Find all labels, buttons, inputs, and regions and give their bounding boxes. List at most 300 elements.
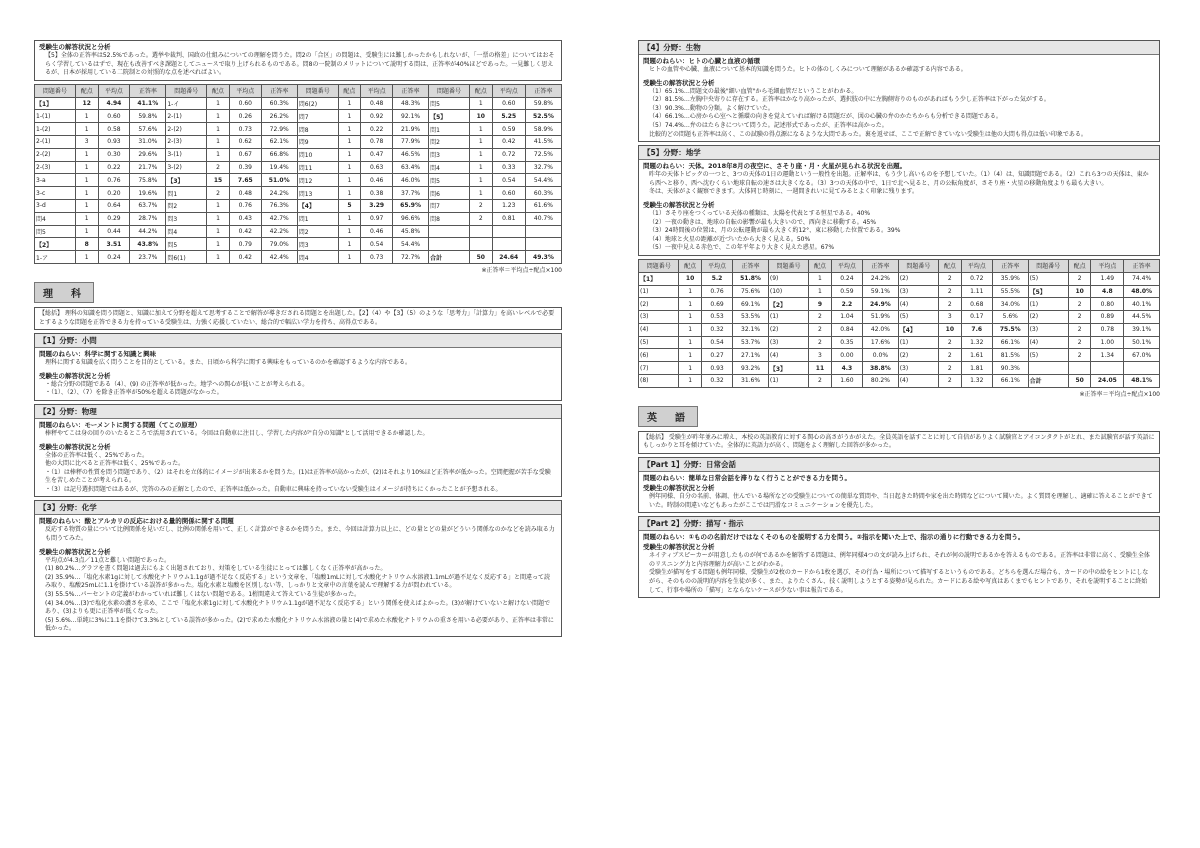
social-table-cell: 21.7% bbox=[130, 161, 166, 174]
science-table-cell: 17.6% bbox=[863, 336, 899, 349]
science-table-cell: 1 bbox=[679, 362, 701, 375]
social-table-cell: 51.0% bbox=[261, 174, 297, 187]
social-table-cell: 問4 bbox=[297, 251, 338, 264]
science-table-cell: 【4】 bbox=[898, 323, 938, 336]
science-table-cell: (1) bbox=[768, 311, 808, 324]
social-table-cell: 1-(2) bbox=[35, 123, 76, 136]
science-table-cell: 75.5% bbox=[992, 323, 1028, 336]
science-table-cell: (3) bbox=[639, 311, 679, 324]
science-part2-heading: 【2】分野：物理 bbox=[35, 405, 561, 419]
science-table-cell: 0.32 bbox=[701, 375, 732, 388]
science-table-cell: 59.1% bbox=[863, 285, 899, 298]
social-table-header-row bbox=[35, 84, 562, 97]
science-section-title: 理 科 bbox=[34, 282, 94, 303]
social-table-cell: 1 bbox=[75, 148, 98, 161]
social-table-cell: 52.5% bbox=[525, 110, 561, 123]
social-table-cell bbox=[492, 238, 525, 251]
social-table-cell: 66.8% bbox=[261, 148, 297, 161]
science-table-header-cell: 平均点 bbox=[701, 259, 732, 272]
social-table-cell: 問8 bbox=[429, 212, 470, 225]
science-table-cell: 0.89 bbox=[1091, 311, 1124, 324]
science-table-cell: 0.84 bbox=[831, 323, 862, 336]
social-table-cell: 問12 bbox=[297, 174, 338, 187]
social-table-cell: 2 bbox=[469, 212, 492, 225]
social-table-cell: 問2 bbox=[297, 225, 338, 238]
science-table-cell: 48.0% bbox=[1124, 285, 1160, 298]
science-table-cell: (1) bbox=[768, 375, 808, 388]
social-analysis-subheading: 受験生の解答状況と分析 bbox=[39, 43, 111, 51]
social-table-cell: 1-(1) bbox=[35, 110, 76, 123]
social-table-cell: 42.4% bbox=[261, 251, 297, 264]
social-table-cell: 21.9% bbox=[393, 123, 429, 136]
science-table-cell: 24.2% bbox=[863, 272, 899, 285]
science-table-cell: 75.6% bbox=[733, 285, 769, 298]
social-table-cell: 41.1% bbox=[130, 97, 166, 110]
science-table-cell: 0.59 bbox=[831, 285, 862, 298]
science-table-cell: 1 bbox=[679, 336, 701, 349]
social-table-cell: 42.7% bbox=[261, 212, 297, 225]
social-table-cell: 46.5% bbox=[393, 148, 429, 161]
social-table-cell: 2-(3) bbox=[166, 135, 207, 148]
social-table-cell: 45.8% bbox=[393, 225, 429, 238]
social-table-cell: 54.4% bbox=[525, 174, 561, 187]
social-table-cell: 48.3% bbox=[393, 97, 429, 110]
science-table-cell: (3) bbox=[768, 336, 808, 349]
social-table-row bbox=[35, 174, 562, 187]
science-table-cell: 1.00 bbox=[1091, 336, 1124, 349]
science-table-cell: 34.0% bbox=[992, 298, 1028, 311]
science-table-cell: 51.8% bbox=[733, 272, 769, 285]
science-table-cell: (2) bbox=[898, 349, 938, 362]
science-table-cell: 【1】 bbox=[639, 272, 679, 285]
social-table-cell: 1 bbox=[75, 199, 98, 212]
social-table-cell: 問10 bbox=[297, 148, 338, 161]
english-part1-status: 例年同様、自分の名前、体調、住んでいる場所などの受験生についての簡単な質問や、当日起きた時間や家を出た時間などについて聞いた。よく質問を理解し、適確に答えることができていた。時制の間違いなどもあったがここでは円滑なコミュニケーションを優先した。 bbox=[649, 493, 1153, 509]
science-table-cell: 5.2 bbox=[701, 272, 732, 285]
social-table-cell: 問4 bbox=[166, 225, 207, 238]
social-table-cell: 問8 bbox=[297, 123, 338, 136]
science-table-cell: 2 bbox=[939, 272, 961, 285]
science-table-cell: 2 bbox=[809, 311, 831, 324]
science-table-cell: 11 bbox=[809, 362, 831, 375]
science-table-note: ※正答率＝平均点÷配点×100 bbox=[1079, 390, 1160, 398]
social-table-cell: 0.78 bbox=[361, 135, 393, 148]
social-table-cell: 1 bbox=[207, 123, 230, 136]
science-table-cell: 67.0% bbox=[1124, 349, 1160, 362]
social-table-row bbox=[35, 135, 562, 148]
biology-aim-label: 問題のねらい：ヒトの心臓と血液の循環 bbox=[643, 57, 760, 65]
social-table-cell: 1 bbox=[207, 135, 230, 148]
social-table-cell: 0.62 bbox=[229, 135, 261, 148]
biology-status-label: 受験生の解答状況と分析 bbox=[643, 78, 715, 87]
social-table-cell: 1 bbox=[338, 212, 361, 225]
left-column bbox=[34, 40, 562, 640]
science-table-cell: 0.17 bbox=[961, 311, 992, 324]
science-table-cell: 0.00 bbox=[831, 349, 862, 362]
social-table-cell bbox=[469, 238, 492, 251]
social-table-cell bbox=[429, 225, 470, 238]
social-table-cell: 24.64 bbox=[492, 251, 525, 264]
science-table-header-cell: 問題番号 bbox=[639, 259, 679, 272]
social-table-cell: 72.5% bbox=[525, 148, 561, 161]
science-table-cell: 9 bbox=[809, 298, 831, 311]
science-table-cell: 2 bbox=[939, 298, 961, 311]
social-table-note: ※正答率＝平均点÷配点×100 bbox=[481, 266, 562, 274]
social-table-cell: 1 bbox=[75, 225, 98, 238]
social-table-cell: 8 bbox=[75, 238, 98, 251]
social-table-cell bbox=[492, 225, 525, 238]
social-table-cell: 1 bbox=[469, 97, 492, 110]
social-table-cell: 【2】 bbox=[35, 238, 76, 251]
social-table-cell: 1 bbox=[338, 97, 361, 110]
social-table-cell: 0.60 bbox=[492, 187, 525, 200]
science-table-cell: 55.5% bbox=[992, 285, 1028, 298]
social-table-cell: 19.6% bbox=[130, 187, 166, 200]
science-table-cell: 80.2% bbox=[863, 375, 899, 388]
social-table-cell: 65.9% bbox=[393, 199, 429, 212]
science-table-cell: (3) bbox=[898, 285, 938, 298]
social-table-cell: 問5 bbox=[429, 97, 470, 110]
english-part2-aim-label: 問題のねらい：①ものの名前だけではなくそのものを説明する力を問う。②指示を聞いた上で、指示の通りに行動できる力を問う。 bbox=[643, 533, 1025, 542]
science-table-cell: 69.1% bbox=[733, 298, 769, 311]
science-score-table bbox=[638, 259, 1160, 388]
science-table-cell: 0.35 bbox=[831, 336, 862, 349]
social-table-cell: 問13 bbox=[297, 187, 338, 200]
social-table-cell: 44.2% bbox=[130, 225, 166, 238]
science-table-cell: (4) bbox=[898, 375, 938, 388]
english-part2-heading: 【Part 2】分野：描写・指示 bbox=[639, 517, 1159, 531]
science-table-cell: 1 bbox=[679, 375, 701, 388]
science-table-cell: 2 bbox=[809, 336, 831, 349]
social-table-cell: 問4 bbox=[35, 212, 76, 225]
social-table-cell: 3-a bbox=[35, 174, 76, 187]
social-table-cell: 5.25 bbox=[492, 110, 525, 123]
social-table-cell: 63.7% bbox=[130, 199, 166, 212]
social-table-cell: 【1】 bbox=[35, 97, 76, 110]
social-table-cell: 合計 bbox=[429, 251, 470, 264]
social-table-cell: 0.54 bbox=[361, 238, 393, 251]
science-table-cell: 【3】 bbox=[768, 362, 808, 375]
social-table-cell: 0.97 bbox=[361, 212, 393, 225]
science-table-header-cell: 正答率 bbox=[863, 259, 899, 272]
science-table-cell: 0.27 bbox=[701, 349, 732, 362]
science-part2-aim: 棒秤やてこは身の回りのいたるところで活用されている。今回は自動車に注目し、学習した内容が"自分の知識"として活用できるか確認した。 bbox=[45, 429, 429, 437]
social-table-cell: 3-(1) bbox=[166, 148, 207, 161]
science-table-cell: (1) bbox=[639, 285, 679, 298]
social-table-cell: 1 bbox=[338, 123, 361, 136]
science-table-cell: 66.1% bbox=[992, 375, 1028, 388]
science-table-row bbox=[639, 272, 1160, 285]
social-table-header-cell: 正答率 bbox=[130, 84, 166, 97]
science-table-cell: 27.1% bbox=[733, 349, 769, 362]
science-table-cell: 10 bbox=[1068, 285, 1090, 298]
social-table-cell: 1 bbox=[469, 161, 492, 174]
earth-science-aim: 昨年の天体トピックの一つと、3つの天体の1日の運動という一般性を出題。正解率は、もう少し高いものを予想していた。（1）（4）は、知識問題である。（2）これら3つの天体は、東から西へと移り、西へ沈むくらい地球自転の速さは大きくなる。（3）3つの天体の中で、1日で北へ見ると、月の公転角度が、さそり座・火星の移動角度よりも最も大きい。 冬は、天体がよく観察できます。大体同じ時刻に、一週間きれいに見てみるとよく印象に残ります。 bbox=[649, 171, 1149, 196]
social-table-header-cell: 正答率 bbox=[525, 84, 561, 97]
science-table-cell: 1.81 bbox=[961, 362, 992, 375]
science-table-cell: 0.24 bbox=[831, 272, 862, 285]
social-table-row bbox=[35, 148, 562, 161]
social-table-row bbox=[35, 187, 562, 200]
science-table-row bbox=[639, 375, 1160, 388]
social-table-cell: 0.60 bbox=[492, 97, 525, 110]
social-table-cell: 1 bbox=[75, 187, 98, 200]
science-table-cell: 1.60 bbox=[831, 375, 862, 388]
social-table-cell: 1 bbox=[338, 187, 361, 200]
social-table-cell: 問11 bbox=[297, 161, 338, 174]
english-part2-status-label: 受験生の解答状況と分析 bbox=[643, 543, 715, 552]
social-table-cell: 92.1% bbox=[393, 110, 429, 123]
social-table-cell: 7.65 bbox=[229, 174, 261, 187]
science-part2-status-label: 受験生の解答状況と分析 bbox=[39, 442, 111, 451]
social-table-cell: 問7 bbox=[429, 199, 470, 212]
social-table-header-cell: 配点 bbox=[469, 84, 492, 97]
science-table-cell: 2 bbox=[939, 336, 961, 349]
right-column bbox=[638, 40, 1160, 601]
science-summary: 【総括】 理科の知識を問う問題と、知識に加えて分野を超えて思考することで解答が導きだされる問題とを出題した。【2】（4）や【3】（5）のような「思考力」「計算力」を高いレベルで必要とするような問題を正答できる力を持っている受験生は、力強く応援していたい、総合的で幅広い学力を持ち、高得点である。 bbox=[34, 307, 562, 330]
social-table-row bbox=[35, 238, 562, 251]
social-table-cell: 0.81 bbox=[492, 212, 525, 225]
social-table-cell: 0.73 bbox=[229, 123, 261, 136]
social-table-cell: 12 bbox=[75, 97, 98, 110]
social-table-cell: 問1 bbox=[297, 212, 338, 225]
science-table-cell: 1 bbox=[809, 285, 831, 298]
social-table-cell: 問3 bbox=[166, 212, 207, 225]
science-table-cell: 53.5% bbox=[733, 311, 769, 324]
social-table-cell: 43.8% bbox=[130, 238, 166, 251]
social-table-cell: 0.73 bbox=[361, 251, 393, 264]
social-table-cell: 1 bbox=[75, 212, 98, 225]
social-table-cell: 3 bbox=[75, 135, 98, 148]
social-table-cell: 問2 bbox=[429, 135, 470, 148]
science-table-cell: (10) bbox=[768, 285, 808, 298]
social-table-cell: 76.3% bbox=[261, 199, 297, 212]
science-table-header-cell: 配点 bbox=[679, 259, 701, 272]
science-table-cell: 0.72 bbox=[961, 272, 992, 285]
science-table-cell: (5) bbox=[1028, 272, 1068, 285]
social-table-row bbox=[35, 123, 562, 136]
social-table-cell: 1 bbox=[207, 110, 230, 123]
science-table-cell: 【5】 bbox=[1028, 285, 1068, 298]
social-table-header-cell: 問題番号 bbox=[166, 84, 207, 97]
science-table-cell: 2 bbox=[809, 375, 831, 388]
science-table-cell: 2 bbox=[939, 285, 961, 298]
social-table-cell: 1 bbox=[338, 135, 361, 148]
social-table-cell: 0.64 bbox=[98, 199, 130, 212]
social-table-header-cell: 問題番号 bbox=[429, 84, 470, 97]
social-table-cell: 1.23 bbox=[492, 199, 525, 212]
science-table-cell: (5) bbox=[639, 336, 679, 349]
science-table-cell: (2) bbox=[639, 298, 679, 311]
social-table-cell: 0.39 bbox=[229, 161, 261, 174]
social-table-cell: 29.6% bbox=[130, 148, 166, 161]
earth-science-aim-label: 問題のねらい：天体。2018年8月の夜空に、さそり座・月・火星が見られる状況を出題。 bbox=[643, 162, 907, 171]
social-table-cell: 1 bbox=[338, 110, 361, 123]
social-table-cell: 3-(2) bbox=[166, 161, 207, 174]
social-table-header-cell: 配点 bbox=[207, 84, 230, 97]
social-table-header-cell: 平均点 bbox=[492, 84, 525, 97]
social-table-header-cell: 平均点 bbox=[229, 84, 261, 97]
science-table-cell: 74.4% bbox=[1124, 272, 1160, 285]
social-table-cell bbox=[469, 225, 492, 238]
social-table-row bbox=[35, 161, 562, 174]
social-table-cell: 0.92 bbox=[361, 110, 393, 123]
social-table-cell: 【3】 bbox=[166, 174, 207, 187]
english-part2-status: ネイティブスピーカーが用意したものが何であるかを解答する問題は、例年同様4つの文が読み上げられ、それが何の説明であるかを答えるものである。正答率は非常に高く、受験生全体のリスニング力と内容理解力が高いことがわかる。 受験生が描写をする問題も例年同様、受験生が2枚のカードから1枚を選び、その行為・場所について描写するというものである。どちらを選んだ場合も、カードの中の絵をヒントにしながら、そのものの説明的内容を生徒が多く、また、よりたくさん、技く説明しようとする姿勢が見られた。カードにある絵や写真はあくまでもヒントであり、それを説明することに終始して、行事や場所の「描写」とならないケースが少ない事は報告である。 bbox=[649, 552, 1150, 594]
social-table-cell bbox=[429, 238, 470, 251]
science-table-cell: 50.1% bbox=[1124, 336, 1160, 349]
science-table-cell: 1.11 bbox=[961, 285, 992, 298]
social-table-cell: 0.59 bbox=[492, 123, 525, 136]
social-table-cell: 72.9% bbox=[261, 123, 297, 136]
social-table-row bbox=[35, 110, 562, 123]
science-table-cell: 【2】 bbox=[768, 298, 808, 311]
social-table-cell: 1 bbox=[338, 238, 361, 251]
social-table-cell: 60.3% bbox=[261, 97, 297, 110]
social-score-table bbox=[34, 84, 562, 264]
social-table-cell: 1 bbox=[469, 123, 492, 136]
science-table-row bbox=[639, 298, 1160, 311]
social-table-cell: 0.42 bbox=[492, 135, 525, 148]
social-table-cell: 1 bbox=[207, 212, 230, 225]
social-table-cell bbox=[525, 225, 561, 238]
social-table-cell: 3.51 bbox=[98, 238, 130, 251]
social-table-cell: 1 bbox=[207, 148, 230, 161]
science-table-cell: 44.5% bbox=[1124, 311, 1160, 324]
science-table-cell: (8) bbox=[639, 375, 679, 388]
science-table-cell: 2 bbox=[1068, 272, 1090, 285]
science-table-header-cell: 平均点 bbox=[831, 259, 862, 272]
social-table-cell: 問4 bbox=[429, 161, 470, 174]
social-table-cell: 1 bbox=[207, 251, 230, 264]
social-table-cell: 63.4% bbox=[393, 161, 429, 174]
social-table-cell: 3-c bbox=[35, 187, 76, 200]
earth-science-box bbox=[638, 145, 1160, 256]
social-table-cell: 4.94 bbox=[98, 97, 130, 110]
science-table-cell: 2 bbox=[939, 375, 961, 388]
science-part1-aim: 理科に関する知識を広く問うことを目的としている。また、日頃から科学に関する興味をもっているのかを確認するような内容である。 bbox=[45, 359, 412, 367]
science-table-cell: (7) bbox=[639, 362, 679, 375]
social-table-cell: 0.54 bbox=[492, 174, 525, 187]
science-table-row bbox=[639, 285, 1160, 298]
science-table-cell: (1) bbox=[1028, 298, 1068, 311]
science-part1-status: ・総合分野の問題である（4）、(9) の正答率が低かった。地学への関心が低いことが考えられる。 ・（1）、（2）、（7）を除き正答率が50%を超える問題がなかった。 bbox=[45, 380, 309, 397]
social-table-body bbox=[35, 97, 562, 263]
science-table-cell: 0.69 bbox=[701, 298, 732, 311]
science-table-cell: 1 bbox=[679, 323, 701, 336]
social-table-cell: 0.26 bbox=[229, 110, 261, 123]
science-table-cell: 24.9% bbox=[863, 298, 899, 311]
social-table-cell: 1 bbox=[469, 148, 492, 161]
social-table-cell: 0.46 bbox=[361, 225, 393, 238]
social-table-cell: 0.48 bbox=[229, 187, 261, 200]
science-table-cell: 0.93 bbox=[701, 362, 732, 375]
science-table-cell: 2 bbox=[1068, 336, 1090, 349]
science-table-header-cell: 問題番号 bbox=[768, 259, 808, 272]
social-table-cell: 問5 bbox=[166, 238, 207, 251]
social-table-cell: 0.42 bbox=[229, 251, 261, 264]
science-table-header-cell: 正答率 bbox=[733, 259, 769, 272]
social-table-cell: 2-(3) bbox=[35, 161, 76, 174]
social-table-cell: 5 bbox=[338, 199, 361, 212]
english-summary: 【総括】 受験生が昨年並みに増え、本校の英語教育に対する関心の高さがうかがえた。全員英語を話すことに対して自信がありよく試験官とアイコンタクトがとれ、また試験官が話す英語にもしっかりと耳を傾けていた。全体的に英語力が高く、問題をよく理解した回答が多かった。 bbox=[638, 431, 1160, 454]
science-part3-heading: 【3】分野：化学 bbox=[35, 501, 561, 515]
science-table-cell: 24.05 bbox=[1091, 375, 1124, 388]
science-table-row bbox=[639, 323, 1160, 336]
social-table-cell: 問1 bbox=[166, 187, 207, 200]
science-table-cell: (4) bbox=[1028, 336, 1068, 349]
social-table-cell: 0.93 bbox=[98, 135, 130, 148]
social-table-cell: 問3 bbox=[297, 238, 338, 251]
social-table-cell: 1 bbox=[75, 110, 98, 123]
social-table-cell: 1 bbox=[207, 225, 230, 238]
social-table-cell: 2 bbox=[207, 187, 230, 200]
social-table-header-cell: 問題番号 bbox=[297, 84, 338, 97]
social-table-row bbox=[35, 97, 562, 110]
science-table-cell: 4.3 bbox=[831, 362, 862, 375]
science-table-cell: (5) bbox=[1028, 349, 1068, 362]
social-table-cell: 問6 bbox=[429, 187, 470, 200]
social-table-cell: 46.0% bbox=[393, 174, 429, 187]
science-table-header-cell: 平均点 bbox=[1091, 259, 1124, 272]
science-table-row bbox=[639, 311, 1160, 324]
social-table-cell: 3.29 bbox=[361, 199, 393, 212]
social-table-header-cell: 正答率 bbox=[393, 84, 429, 97]
social-table-cell: 問3 bbox=[429, 148, 470, 161]
social-table-cell: 50 bbox=[469, 251, 492, 264]
social-table-cell: 28.7% bbox=[130, 212, 166, 225]
science-table-body bbox=[639, 272, 1160, 387]
science-table-cell: 7.6 bbox=[961, 323, 992, 336]
social-table-cell: 0.76 bbox=[229, 199, 261, 212]
social-table-cell: 0.67 bbox=[229, 148, 261, 161]
social-table-cell: 1 bbox=[207, 199, 230, 212]
science-table-cell: 2 bbox=[809, 323, 831, 336]
science-part3-aim: 反応する物質の量について比例関係を見いだし、比例の関係を用いて、正しく計算ができるかを問うた。また、今回は計算力以上に、どの量とどの量がどういう関係なのかなどを読み取る力も問うてみた。 bbox=[45, 526, 555, 543]
social-table-cell: 15 bbox=[207, 174, 230, 187]
social-table-row bbox=[35, 199, 562, 212]
social-table-cell: 37.7% bbox=[393, 187, 429, 200]
science-part1-box bbox=[34, 333, 562, 401]
social-table-cell: 0.42 bbox=[229, 225, 261, 238]
social-table-cell: 96.6% bbox=[393, 212, 429, 225]
science-table-cell: 90.3% bbox=[992, 362, 1028, 375]
science-table-header-cell: 配点 bbox=[809, 259, 831, 272]
science-table-row bbox=[639, 336, 1160, 349]
science-table-cell: 1.61 bbox=[961, 349, 992, 362]
science-table-cell: 2 bbox=[1068, 349, 1090, 362]
science-table-cell bbox=[1068, 362, 1090, 375]
social-table-cell: 0.33 bbox=[492, 161, 525, 174]
science-table-cell: 81.5% bbox=[992, 349, 1028, 362]
science-table-cell: 1 bbox=[809, 272, 831, 285]
social-table-cell: 1 bbox=[469, 174, 492, 187]
biology-heading: 【4】分野：生物 bbox=[639, 41, 1159, 55]
social-table-cell: 32.7% bbox=[525, 161, 561, 174]
science-table-cell: (3) bbox=[898, 362, 938, 375]
science-table-cell: 3 bbox=[809, 349, 831, 362]
science-table-cell: (2) bbox=[768, 323, 808, 336]
science-table-cell: (4) bbox=[898, 298, 938, 311]
science-table-cell: 31.6% bbox=[733, 375, 769, 388]
social-table-cell: 79.0% bbox=[261, 238, 297, 251]
social-table-cell: 26.2% bbox=[261, 110, 297, 123]
science-table-cell: 3 bbox=[939, 311, 961, 324]
science-table-cell: (6) bbox=[639, 349, 679, 362]
science-table-cell: (2) bbox=[898, 272, 938, 285]
science-table-cell: 4.8 bbox=[1091, 285, 1124, 298]
social-table-cell: 0.20 bbox=[98, 187, 130, 200]
